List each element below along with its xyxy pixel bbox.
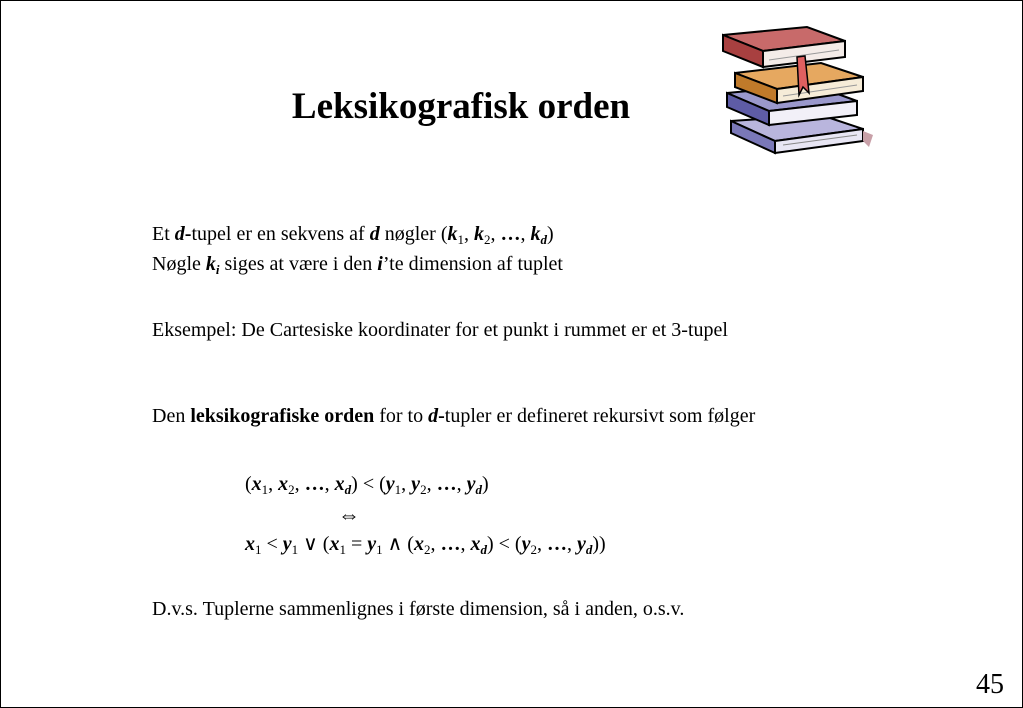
summary-text: D.v.s. Tuplerne sammenlignes i første dimension, så i anden, o.s.v. (152, 598, 685, 620)
key-dimension-text: Nøgle $k_i$ siges at være i den i’te dimension af tuplet (152, 253, 563, 277)
stack-of-books-icon (713, 23, 877, 159)
lexicographic-order-intro: Den leksikografiske orden for to d-tupler er defineret rekursivt som følger (152, 405, 756, 427)
equivalence-symbol: ⇔ (338, 502, 360, 527)
formula-comparison: ($x_1$, $x_2$, …, $x_d) < (y_1$, $y_2$, …, $y_d$) (245, 473, 489, 497)
slide-title: Leksikografisk orden (291, 86, 631, 127)
formula-recursive-definition: $x_1 < y_1$ ∨ ($x_1 = y_1$ ∧ ($x_2$, …, $x_d) < (y_2$, …, $y_d$)) (245, 533, 606, 557)
d-tuple-definition: Et d-tupel er en sekvens af d nøgler ($k_1$, $k_2$, …, $k_d$) (152, 223, 554, 247)
example-text: Eksempel: De Cartesiske koordinater for et punkt i rummet er et 3-tupel (152, 319, 728, 341)
page-number: 45 (976, 669, 1004, 700)
